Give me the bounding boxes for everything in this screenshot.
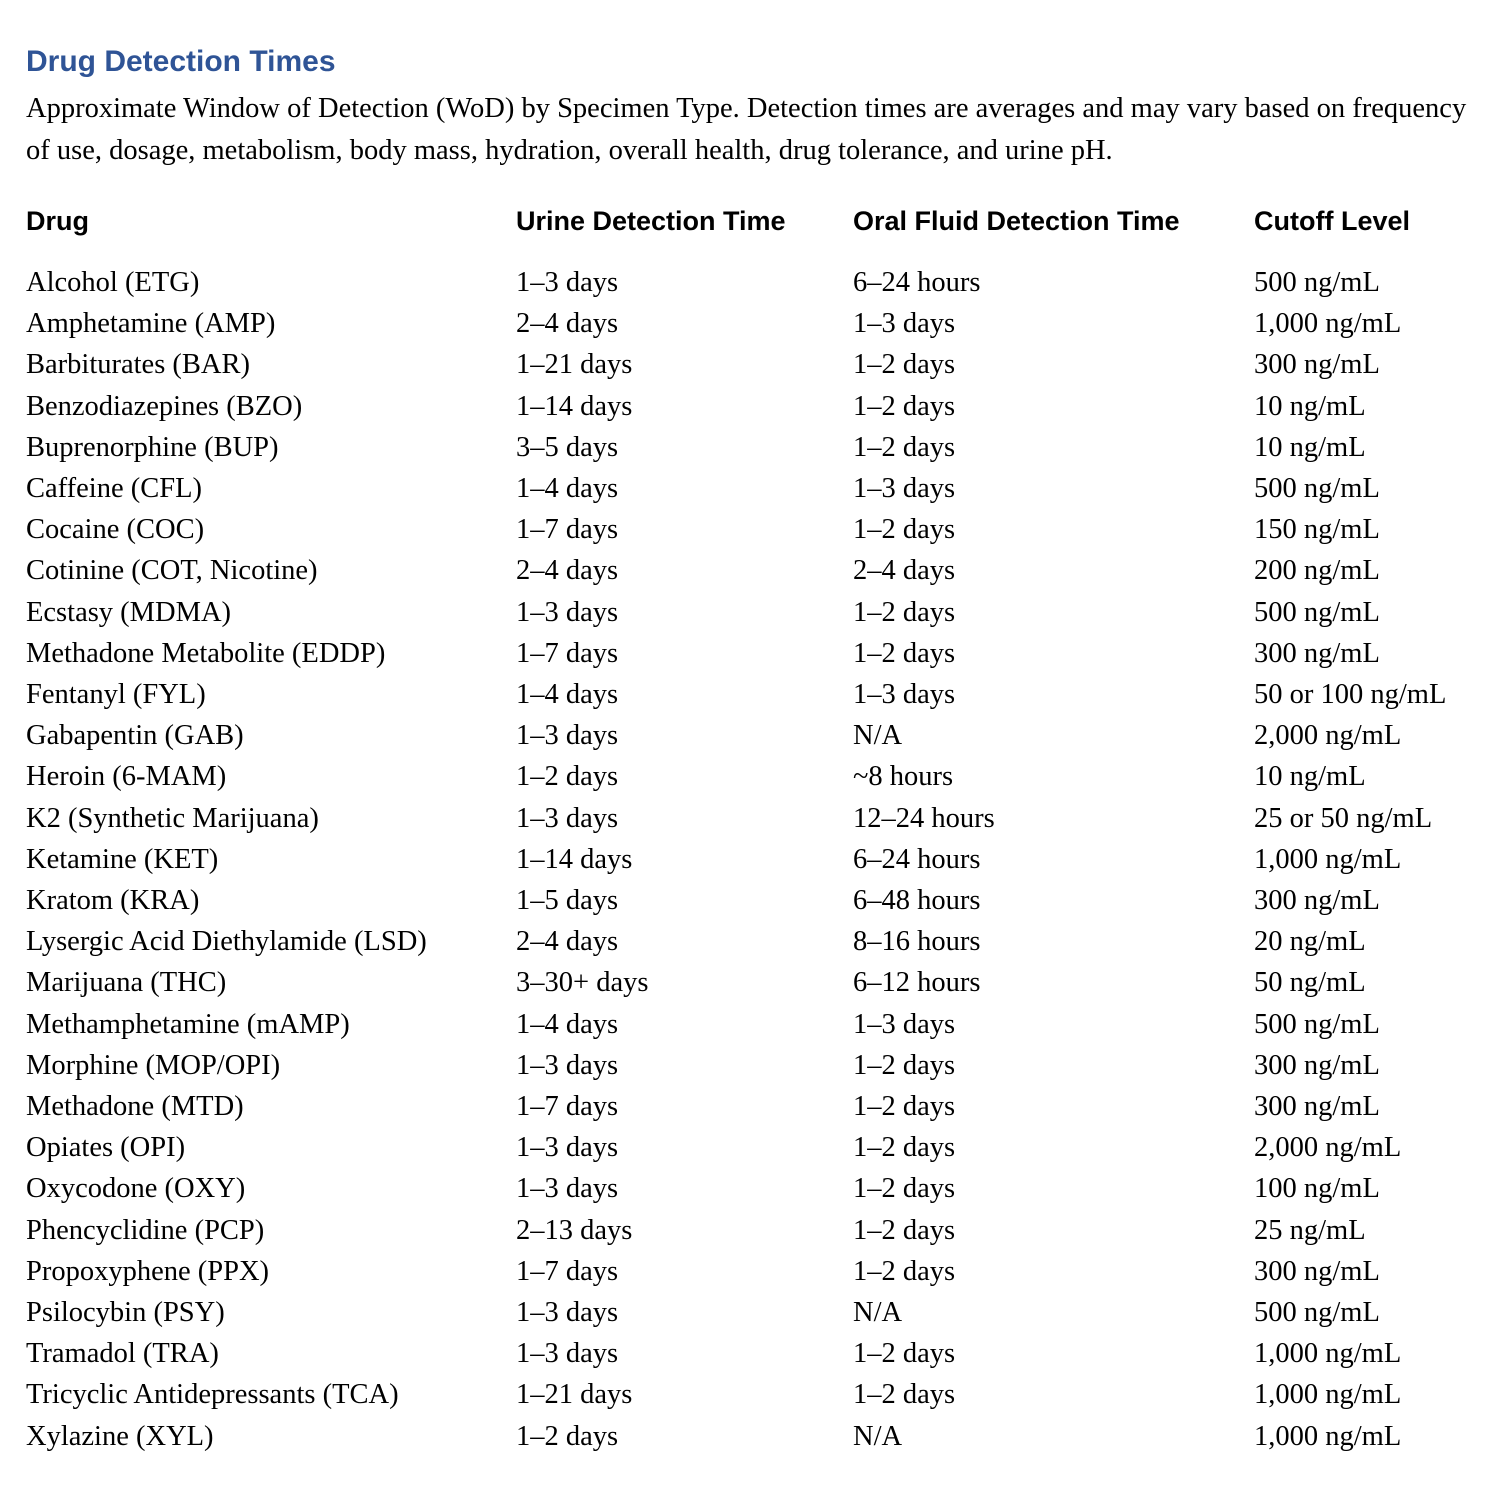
urine-time-cell: 1–5 days: [516, 885, 619, 917]
oral-fluid-time-cell: 1–3 days: [853, 308, 956, 340]
urine-time-cell: 1–21 days: [516, 1379, 633, 1411]
cutoff-level-cell: 300 ng/mL: [1254, 637, 1380, 669]
cutoff-level-cell: 25 ng/mL: [1254, 1214, 1366, 1246]
oral-fluid-time-cell: 1–2 days: [853, 1214, 956, 1246]
oral-fluid-time-cell: 1–2 days: [853, 1173, 956, 1205]
drug-cell: Methadone Metabolite (EDDP): [26, 637, 386, 669]
drug-cell: Tricyclic Antidepressants (TCA): [26, 1379, 399, 1411]
table-row: [26, 1251, 1486, 1292]
table-row: [26, 633, 1486, 674]
urine-time-cell: 1–4 days: [516, 679, 619, 711]
document-page: [26, 42, 1486, 1457]
urine-time-cell: 1–2 days: [516, 761, 619, 793]
cutoff-level-cell: 10 ng/mL: [1254, 761, 1366, 793]
table-body: [26, 246, 1486, 1457]
oral-fluid-time-cell: 1–2 days: [853, 1049, 956, 1081]
page-subtitle: Approximate Window of Detection (WoD) by Specimen Type. Detection times are averages and may vary based on frequency of use, dosage, metabolism, body mass, hydration, overall health, drug tolerance, and urine pH.: [26, 93, 1467, 166]
cutoff-level-cell: 20 ng/mL: [1254, 926, 1366, 958]
drug-cell: Buprenorphine (BUP): [26, 431, 279, 463]
urine-time-cell: 1–3 days: [516, 1173, 619, 1205]
header-spacer: [26, 246, 1486, 262]
drug-cell: Amphetamine (AMP): [26, 308, 276, 340]
urine-time-cell: 2–4 days: [516, 926, 619, 958]
oral-fluid-time-cell: N/A: [853, 1297, 903, 1329]
oral-fluid-time-cell: N/A: [853, 1420, 903, 1452]
table-row: [26, 468, 1486, 509]
oral-fluid-time-cell: 1–2 days: [853, 514, 956, 546]
cutoff-level-cell: 100 ng/mL: [1254, 1173, 1380, 1205]
cutoff-level-cell: 10 ng/mL: [1254, 390, 1366, 422]
page-title: Drug Detection Times: [26, 45, 336, 78]
drug-cell: Heroin (6-MAM): [26, 761, 227, 793]
oral-fluid-time-cell: 12–24 hours: [853, 802, 995, 834]
drug-cell: Lysergic Acid Diethylamide (LSD): [26, 926, 427, 958]
cutoff-level-cell: 50 or 100 ng/mL: [1254, 679, 1447, 711]
drug-cell: Marijuana (THC): [26, 967, 227, 999]
header-oral-fluid-detection-time: Oral Fluid Detection Time: [853, 206, 1180, 236]
drug-cell: Alcohol (ETG): [26, 267, 200, 298]
cutoff-level-cell: 1,000 ng/mL: [1254, 308, 1402, 340]
drug-cell: Xylazine (XYL): [26, 1420, 214, 1452]
oral-fluid-time-cell: ~8 hours: [853, 761, 954, 793]
urine-time-cell: 1–3 days: [516, 802, 619, 834]
table-row: [26, 756, 1486, 797]
urine-time-cell: 1–7 days: [516, 637, 619, 669]
oral-fluid-time-cell: 1–2 days: [853, 1091, 956, 1123]
cutoff-level-cell: 150 ng/mL: [1254, 514, 1380, 546]
table-row: [26, 715, 1486, 756]
cutoff-level-cell: 500 ng/mL: [1254, 596, 1380, 628]
cutoff-level-cell: 50 ng/mL: [1254, 967, 1366, 999]
cutoff-level-cell: 300 ng/mL: [1254, 1091, 1380, 1123]
urine-time-cell: 1–3 days: [516, 720, 619, 752]
cutoff-level-cell: 2,000 ng/mL: [1254, 720, 1402, 752]
oral-fluid-time-cell: 6–12 hours: [853, 967, 981, 999]
cutoff-level-cell: 300 ng/mL: [1254, 349, 1380, 381]
table-row: [26, 1333, 1486, 1374]
cutoff-level-cell: 1,000 ng/mL: [1254, 1338, 1402, 1370]
cutoff-level-cell: 2,000 ng/mL: [1254, 1132, 1402, 1164]
drug-cell: Fentanyl (FYL): [26, 679, 206, 711]
cutoff-level-cell: 500 ng/mL: [1254, 267, 1380, 298]
detection-times-table: [26, 206, 1486, 1457]
table-row: [26, 592, 1486, 633]
table-row: [26, 839, 1486, 880]
table-row: [26, 303, 1486, 344]
table-row: [26, 1045, 1486, 1086]
urine-time-cell: 1–3 days: [516, 1049, 619, 1081]
cutoff-level-cell: 300 ng/mL: [1254, 1049, 1380, 1081]
drug-cell: Psilocybin (PSY): [26, 1297, 225, 1329]
urine-time-cell: 1–3 days: [516, 596, 619, 628]
cutoff-level-cell: 500 ng/mL: [1254, 1297, 1380, 1329]
urine-time-cell: 1–7 days: [516, 1091, 619, 1123]
urine-time-cell: 1–2 days: [516, 1420, 619, 1452]
cutoff-level-cell: 25 or 50 ng/mL: [1254, 802, 1433, 834]
oral-fluid-time-cell: N/A: [853, 720, 903, 752]
drug-cell: Methamphetamine (mAMP): [26, 1008, 350, 1040]
drug-cell: Propoxyphene (PPX): [26, 1255, 270, 1287]
oral-fluid-time-cell: 1–2 days: [853, 349, 956, 381]
urine-time-cell: 1–4 days: [516, 1008, 619, 1040]
drug-cell: Oxycodone (OXY): [26, 1173, 246, 1205]
oral-fluid-time-cell: 1–2 days: [853, 1338, 956, 1370]
urine-time-cell: 1–3 days: [516, 1338, 619, 1370]
drug-cell: Methadone (MTD): [26, 1091, 244, 1123]
cutoff-level-cell: 300 ng/mL: [1254, 885, 1380, 917]
table-row: [26, 1086, 1486, 1127]
urine-time-cell: 2–4 days: [516, 308, 619, 340]
oral-fluid-time-cell: 1–2 days: [853, 1132, 956, 1164]
oral-fluid-time-cell: 6–48 hours: [853, 885, 981, 917]
oral-fluid-time-cell: 1–3 days: [853, 679, 956, 711]
table-row: [26, 262, 1486, 303]
urine-time-cell: 3–30+ days: [516, 967, 649, 999]
oral-fluid-time-cell: 8–16 hours: [853, 926, 981, 958]
table-row: [26, 1168, 1486, 1209]
table-row: [26, 386, 1486, 427]
urine-time-cell: 1–14 days: [516, 390, 633, 422]
drug-cell: Caffeine (CFL): [26, 473, 202, 505]
urine-time-cell: 1–14 days: [516, 843, 633, 875]
drug-cell: Kratom (KRA): [26, 885, 200, 917]
drug-cell: Morphine (MOP/OPI): [26, 1049, 281, 1081]
drug-cell: Phencyclidine (PCP): [26, 1214, 265, 1246]
table-row: [26, 880, 1486, 921]
urine-time-cell: 1–7 days: [516, 1255, 619, 1287]
drug-cell: Gabapentin (GAB): [26, 720, 244, 752]
cutoff-level-cell: 200 ng/mL: [1254, 555, 1380, 587]
cutoff-level-cell: 1,000 ng/mL: [1254, 843, 1402, 875]
drug-cell: Ecstasy (MDMA): [26, 596, 232, 628]
drug-cell: Tramadol (TRA): [26, 1338, 219, 1370]
drug-cell: Ketamine (KET): [26, 843, 219, 875]
drug-cell: Benzodiazepines (BZO): [26, 390, 303, 422]
table-row: [26, 344, 1486, 385]
cutoff-level-cell: 1,000 ng/mL: [1254, 1420, 1402, 1452]
urine-time-cell: 1–21 days: [516, 349, 633, 381]
table-row: [26, 1292, 1486, 1333]
cutoff-level-cell: 10 ng/mL: [1254, 431, 1366, 463]
oral-fluid-time-cell: 1–2 days: [853, 637, 956, 669]
table-row: [26, 962, 1486, 1003]
urine-time-cell: 1–3 days: [516, 267, 619, 298]
drug-cell: K2 (Synthetic Marijuana): [26, 802, 319, 834]
oral-fluid-time-cell: 1–2 days: [853, 596, 956, 628]
drug-cell: Barbiturates (BAR): [26, 349, 250, 381]
header-drug: Drug: [26, 206, 89, 236]
header-urine-detection-time: Urine Detection Time: [516, 206, 786, 236]
table-row: [26, 427, 1486, 468]
oral-fluid-time-cell: 1–2 days: [853, 1255, 956, 1287]
drug-cell: Cotinine (COT, Nicotine): [26, 555, 318, 587]
drug-cell: Cocaine (COC): [26, 514, 205, 546]
cutoff-level-cell: 500 ng/mL: [1254, 1008, 1380, 1040]
table-row: [26, 1127, 1486, 1168]
oral-fluid-time-cell: 1–3 days: [853, 473, 956, 505]
table-row: [26, 509, 1486, 550]
table-row: [26, 921, 1486, 962]
oral-fluid-time-cell: 1–2 days: [853, 1379, 956, 1411]
urine-time-cell: 1–7 days: [516, 514, 619, 546]
table-header-row: [26, 206, 1486, 246]
urine-time-cell: 2–13 days: [516, 1214, 633, 1246]
table-row: [26, 1374, 1486, 1415]
oral-fluid-time-cell: 1–3 days: [853, 1008, 956, 1040]
cutoff-level-cell: 1,000 ng/mL: [1254, 1379, 1402, 1411]
urine-time-cell: 1–4 days: [516, 473, 619, 505]
urine-time-cell: 2–4 days: [516, 555, 619, 587]
table-row: [26, 550, 1486, 591]
drug-cell: Opiates (OPI): [26, 1132, 186, 1164]
cutoff-level-cell: 500 ng/mL: [1254, 473, 1380, 505]
urine-time-cell: 3–5 days: [516, 431, 619, 463]
table-row: [26, 1416, 1486, 1457]
oral-fluid-time-cell: 1–2 days: [853, 431, 956, 463]
table-row: [26, 1210, 1486, 1251]
cutoff-level-cell: 300 ng/mL: [1254, 1255, 1380, 1287]
header-cutoff-level: Cutoff Level: [1254, 206, 1411, 236]
oral-fluid-time-cell: 6–24 hours: [853, 267, 981, 298]
urine-time-cell: 1–3 days: [516, 1297, 619, 1329]
oral-fluid-time-cell: 2–4 days: [853, 555, 956, 587]
table-row: [26, 798, 1486, 839]
table-row: [26, 674, 1486, 715]
oral-fluid-time-cell: 1–2 days: [853, 390, 956, 422]
urine-time-cell: 1–3 days: [516, 1132, 619, 1164]
table-row: [26, 1004, 1486, 1045]
oral-fluid-time-cell: 6–24 hours: [853, 843, 981, 875]
